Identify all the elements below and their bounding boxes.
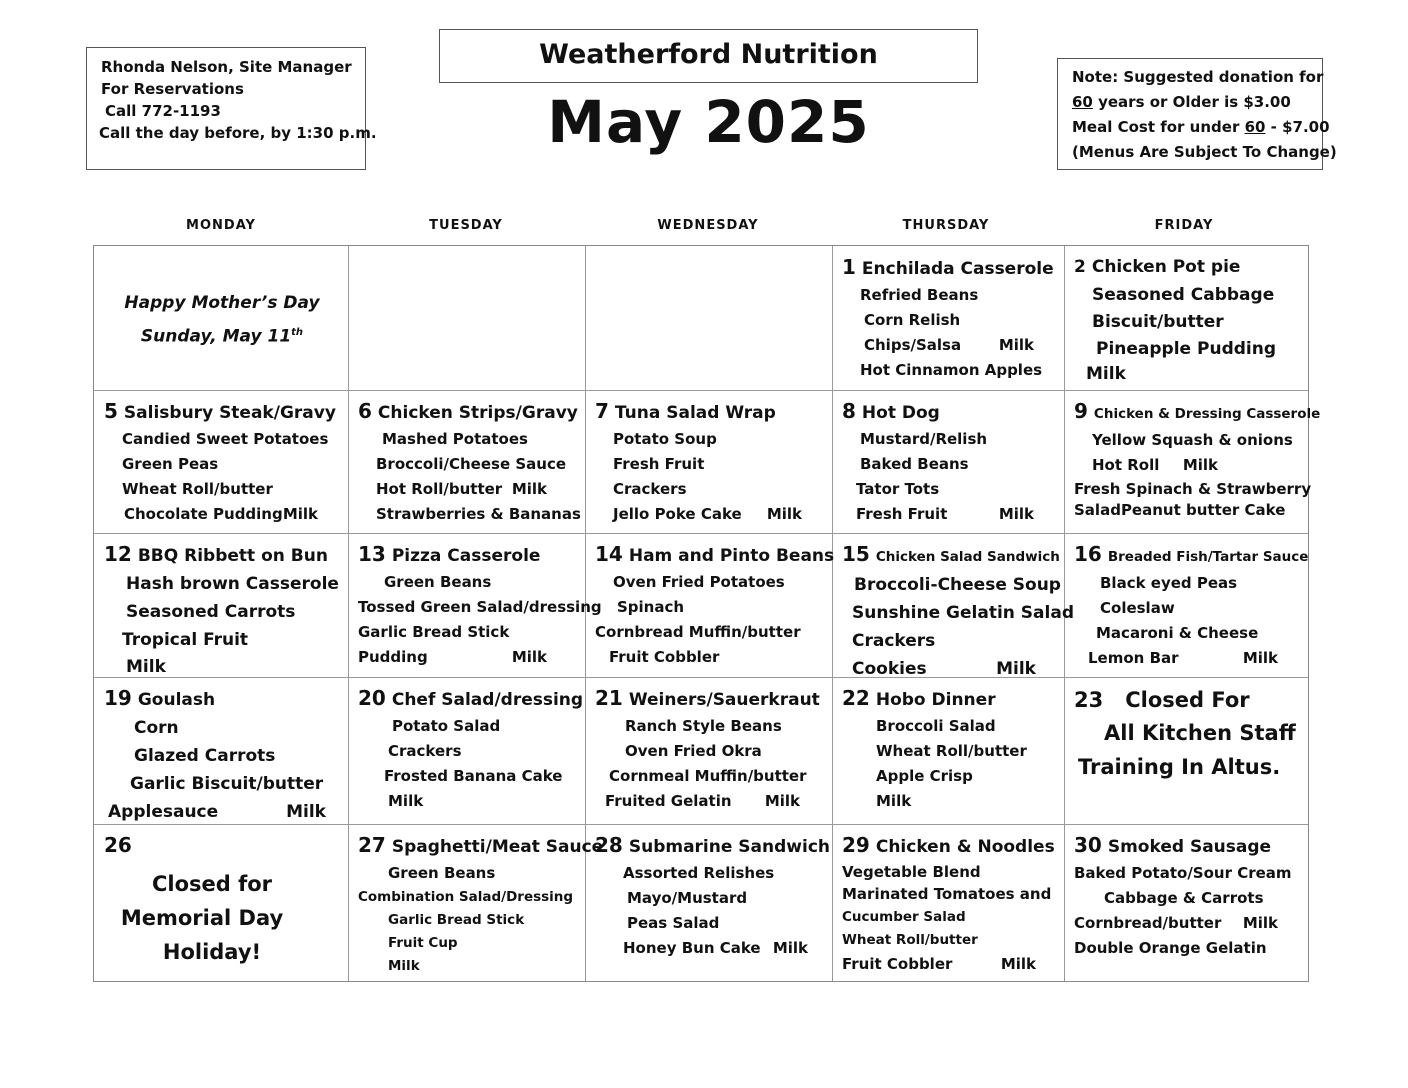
header-monday: MONDAY [186, 218, 256, 233]
day-cell-28: 28 Submarine Sandwich Assorted Relishes Mayo/Mustard Peas Salad Honey Bun Cake Milk [595, 833, 831, 957]
organization-title: Weatherford Nutrition [439, 29, 978, 83]
header-tuesday: TUESDAY [429, 218, 503, 233]
donation-note [1057, 58, 1337, 170]
note-line-1: Note: Suggested donation for [1072, 68, 1324, 86]
day-cell-8: 8 Hot Dog Mustard/Relish Baked Beans Tator Tots Fresh Fruit Milk [842, 399, 1034, 523]
note-line-4: (Menus Are Subject To Change) [1072, 143, 1337, 161]
day-cell-19: 19 Goulash Corn Glazed Carrots Garlic Biscuit/butter Applesauce Milk [104, 686, 326, 822]
phone-number: Call 772-1193 [105, 102, 221, 120]
mothers-day-cell [94, 246, 348, 390]
day-cell-5: 5 Salisbury Steak/Gravy Candied Sweet Potatoes Green Peas Wheat Roll/butter Chocolate Pudding Milk [104, 399, 336, 523]
day-cell-1: 1 Enchilada Casserole Refried Beans Corn Relish Chips/Salsa Milk Hot Cinnamon Apples [842, 255, 1054, 379]
day-cell-29: 29 Chicken & Noodles Vegetable Blend Marinated Tomatoes and Cucumber Salad Wheat Roll/butter Fruit Cobbler Milk [842, 833, 1055, 973]
day-cell-23: 23 Closed For All Kitchen Staff Training In Altus. [1074, 688, 1296, 779]
day-cell-2: 2 Chicken Pot pie Seasoned Cabbage Biscuit/butter Pineapple Pudding Milk [1074, 257, 1277, 384]
site-manager: Rhonda Nelson, Site Manager [101, 58, 352, 76]
day-cell-30: 30 Smoked Sausage Baked Potato/Sour Cream Cabbage & Carrots Cornbread/butter Milk Double Orange Gelatin [1074, 833, 1292, 957]
contact-box [86, 47, 377, 170]
day-cell-12: 12 BBQ Ribbett on Bun Hash brown Casserole Seasoned Carrots Tropical Fruit Milk [104, 542, 339, 677]
day-cell-27: 27 Spaghetti/Meat Sauce Green Beans Combination Salad/Dressing Garlic Bread Stick Fruit Cup Milk [358, 833, 604, 974]
day-cell-20: 20 Chef Salad/dressing Potato Salad Crackers Frosted Banana Cake Milk [358, 686, 584, 810]
header-wednesday: WEDNESDAY [657, 218, 759, 233]
mothers-day-note: Happy Mother’s Day Sunday, May 11th [124, 293, 320, 347]
header-thursday: THURSDAY [902, 218, 990, 233]
day-cell-13: 13 Pizza Casserole Green Beans Tossed Green Salad/dressing Garlic Bread Stick Pudding Milk [358, 542, 602, 666]
day-cell-6: 6 Chicken Strips/Gravy Mashed Potatoes Broccoli/Cheese Sauce Hot Roll/butter Milk Strawberries & Bananas [358, 399, 581, 523]
memorial-day-closed: Closed for Memorial Day Holiday! [120, 872, 284, 964]
month-title: May 2025 [547, 88, 870, 156]
day-cell-26: 26 Closed for Memorial Day Holiday! [94, 824, 348, 983]
day-cell-7: 7 Tuna Salad Wrap Potato Soup Fresh Fruit Crackers Jello Poke Cake Milk [595, 399, 802, 523]
note-line-3: Meal Cost for under 60 - $7.00 [1072, 118, 1330, 136]
day-cell-22: 22 Hobo Dinner Broccoli Salad Wheat Roll/butter Apple Crisp Milk [842, 686, 1027, 810]
note-line-2: 60 years or Older is $3.00 [1072, 93, 1291, 111]
call-deadline: Call the day before, by 1:30 p.m. [99, 124, 377, 142]
day-cell-15: 15 Chicken Salad Sandwich Broccoli-Cheese Soup Sunshine Gelatin Salad Crackers Cookies Milk [842, 542, 1074, 679]
day-cell-9: 9 Chicken & Dressing Casserole Yellow Squash & onions Hot Roll Milk Fresh Spinach & Strawberry Salad Peanut butter Cake [1074, 399, 1321, 519]
reservations-label: For Reservations [101, 80, 244, 98]
day-cell-14: 14 Ham and Pinto Beans Oven Fried Potatoes Spinach Cornbread Muffin/butter Fruit Cobbler [595, 542, 835, 666]
header-friday: FRIDAY [1154, 218, 1214, 233]
menu-calendar-grid [93, 245, 1321, 982]
day-cell-21: 21 Weiners/Sauerkraut Ranch Style Beans Oven Fried Okra Cornmeal Muffin/butter Fruited Gelatin Milk [595, 686, 820, 810]
day-cell-16: 16 Breaded Fish/Tartar Sauce Black eyed Peas Coleslaw Macaroni & Cheese Lemon Bar Milk [1074, 542, 1309, 667]
